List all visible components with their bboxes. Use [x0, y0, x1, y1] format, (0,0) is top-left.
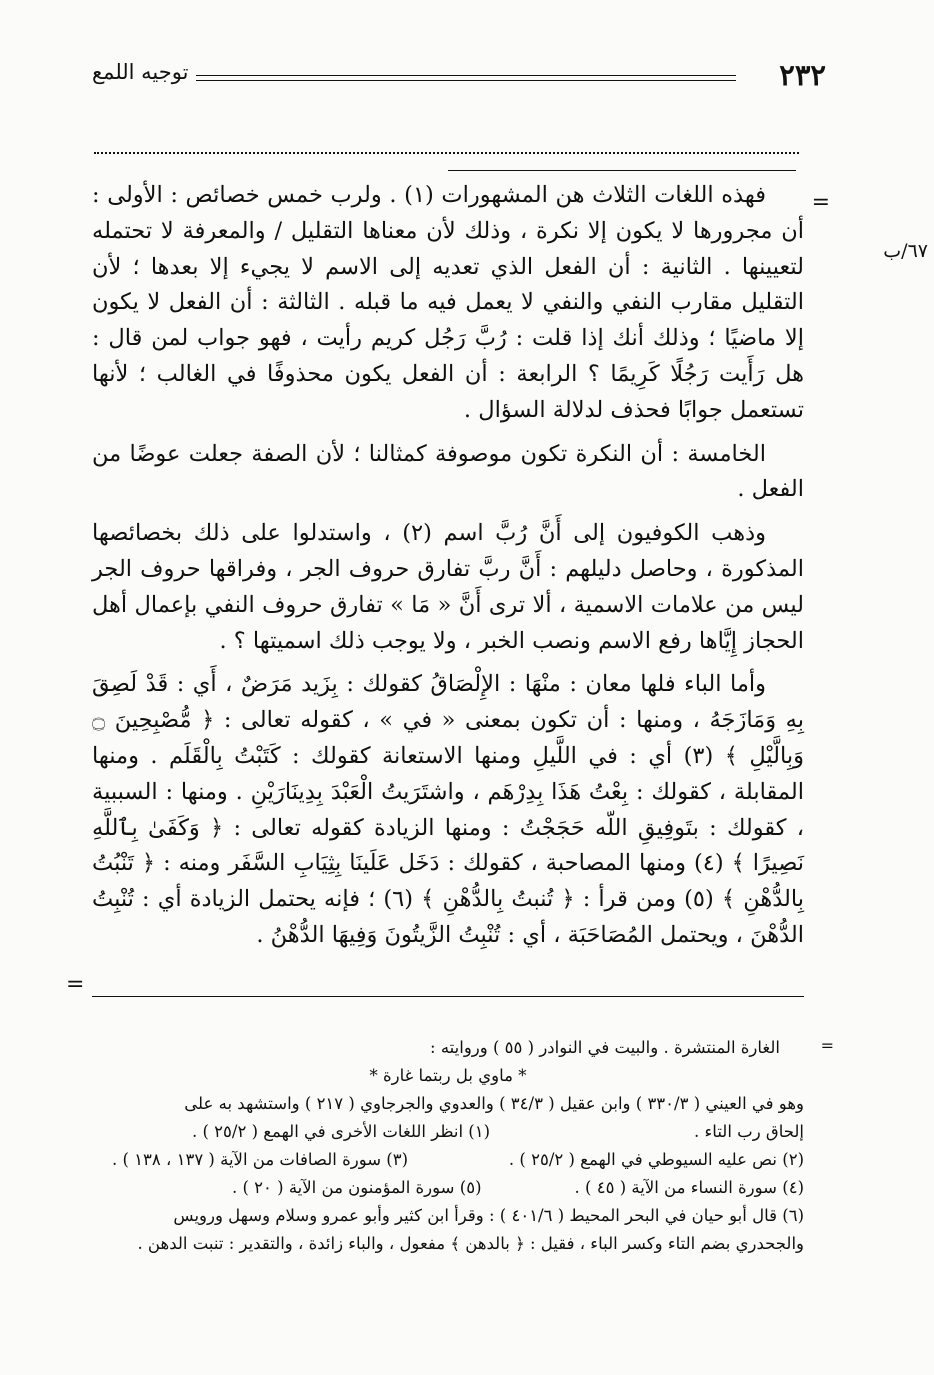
paragraph-3: وذهب الكوفيون إلى أَنَّ رُبَّ اسم (٢) ، واستدلوا على ذلك بخصائصها المذكورة ، وحاصل دليلهم : أَنَّ ربَّ تفارق حروف الجر ، وفراقها حروف الجر ليس من علامات الاسمية ، ألا ترى أَنَّ « مَا » تفارق حروف النفي بإعمال أهل الحجاز إِيَّاها رفع الاسم ونصب الخبر ، ولا يوجب ذلك اسميتها ؟ . [92, 520, 804, 654]
footnote-verse: * ماوي بل ربتما غارة * [369, 1066, 527, 1085]
manuscript-folio-ref: ٦٧/ب [883, 240, 928, 262]
footnote-continuation-marker: = [820, 1036, 834, 1055]
footnote-row-2 [92, 1146, 804, 1174]
dotted-separator [94, 140, 799, 154]
footnote-4: (٤) سورة النساء من الآية ( ٤٥ ) . [574, 1178, 804, 1197]
paragraph-1: فهذه اللغات الثلاث هن المشهورات (١) . ولرب خمس خصائص : الأولى : أن مجرورها لا يكون إلا نكرة ، وذلك لأن معناها التقليل / والمعرفة لا تحتمله لتعيينها . الثانية : أن الفعل الذي تعديه إلى الاسم لا يجيء إلا بعدها ؛ لأن التقليل مقارب النفي والنفي لا يعمل فيه ما قبله . الثالثة : أن الفعل لا يكون إلا ماضيًا ؛ وذلك أنك إذا قلت : رُبَّ رَجُل كريم رأيت ، فهو جواب لمن قال : هل رَأَيت رَجُلًا كَرِيمًا ؟ الرابعة : أن الفعل يكون محذوفًا في الغالب ؛ لأنها تستعمل جوابًا فحذف لدلالة السؤال . [92, 182, 804, 423]
footnote-3: (٣) سورة الصافات من الآية ( ١٣٧ ، ١٣٨ ) . [112, 1150, 409, 1169]
footnote-continued-line-2: وهو في العيني ( ٣٣٠/٣ ) وابن عقيل ( ٣٤/٣ ) والعدوي والجرجاوي ( ٢١٧ ) واستشهد به على [184, 1094, 804, 1113]
paragraph-2: الخامسة : أن النكرة تكون موصوفة كمثالنا ؛ لأن الصفة جعلت عوضًا من الفعل . [92, 440, 804, 503]
footnote-5: (٥) سورة المؤمنون من الآية ( ٢٠ ) . [232, 1178, 482, 1197]
footnote-6-line-1: (٦) قال أبو حيان في البحر المحيط ( ٤٠١/٦ ) : وقرأ ابن كثير وأبو عمرو وسلام وسهل ورويس [173, 1206, 804, 1225]
top-rule [448, 170, 796, 171]
main-text [92, 178, 804, 962]
footnote-row-1 [92, 1118, 804, 1146]
footnote-continued-line-1: الغارة المنتشرة . والبيت في النوادر ( ٥٥ ) وروايته : [430, 1038, 780, 1057]
footnotes [92, 1034, 804, 1258]
page-number: ٢٣٢ [779, 58, 826, 92]
running-title: توجيه اللمع [92, 60, 189, 84]
footnote-rule [92, 996, 804, 997]
footnote-row-3 [92, 1174, 804, 1202]
footnote-2: (٢) نص عليه السيوطي في الهمع ( ٢٥/٢ ) . [508, 1150, 804, 1169]
footnote-6-line-2: والجحدري بضم التاء وكسر الباء ، فقيل : ﴿ بالدهن ﴾ مفعول ، والباء زائدة ، والتقدير : تنبت الدهن . [137, 1234, 804, 1253]
footnote-1: (١) انظر اللغات الأخرى في الهمع ( ٢٥/٢ ) . [192, 1122, 491, 1141]
continuation-marker-bottom: = [66, 972, 85, 997]
header-rule [196, 75, 736, 81]
footnote-continued-line-3: إلحاق رب التاء . [694, 1122, 804, 1141]
paragraph-4: وأما الباء فلها معان : منْهَا : الإِلْصَاقُ كقولك : بِزَيد مَرَضٌ ، أَي : قَدْ لَصِقَ بِهِ وَمَازَجَهُ ، ومنها : أن تكون بمعنى « في » ، كقوله تعالى : ﴿ مُّصْبِحِينَ ۝ وَبِالَّيْلِ ﴾ (٣) أي : في اللَّيلِ ومنها الاستعانة كقولك : كَتَبْتُ بِالْقَلَم . ومنها المقابلة ، كقولك : بِعْتُ هَذَا بِدِرْهَم ، واشتَرَيتُ الْعَبْدَ بِدِينَارَيْنِ . ومنها : السببية ، كقولك : بتَوفِيقِ اللّه حَجَجْتُ : ومنها الزيادة كقوله تعالى : ﴿ وَكَفَىٰ بِٱللَّهِ نَصِيرًا ﴾ (٤) ومنها المصاحبة ، كقولك : دَخَل عَلَينَا بِثِيَابِ السَّفَر ومنه : ﴿ تَنْبُتُ بِالدُّهْنِ ﴾ (٥) ومن قرأ : ﴿ تُنبتُ بِالدُّهْنِ ﴾ (٦) ؛ فإنه يحتمل الزيادة أي : تُنْبِتُ الدُّهْنَ ، ويحتمل المُصَاحَبَة ، أي : تُنْبِتُ الزَّيتُونَ وَفِيهَا الدُّهْنُ . [92, 671, 805, 948]
continuation-marker-top: = [811, 190, 830, 215]
